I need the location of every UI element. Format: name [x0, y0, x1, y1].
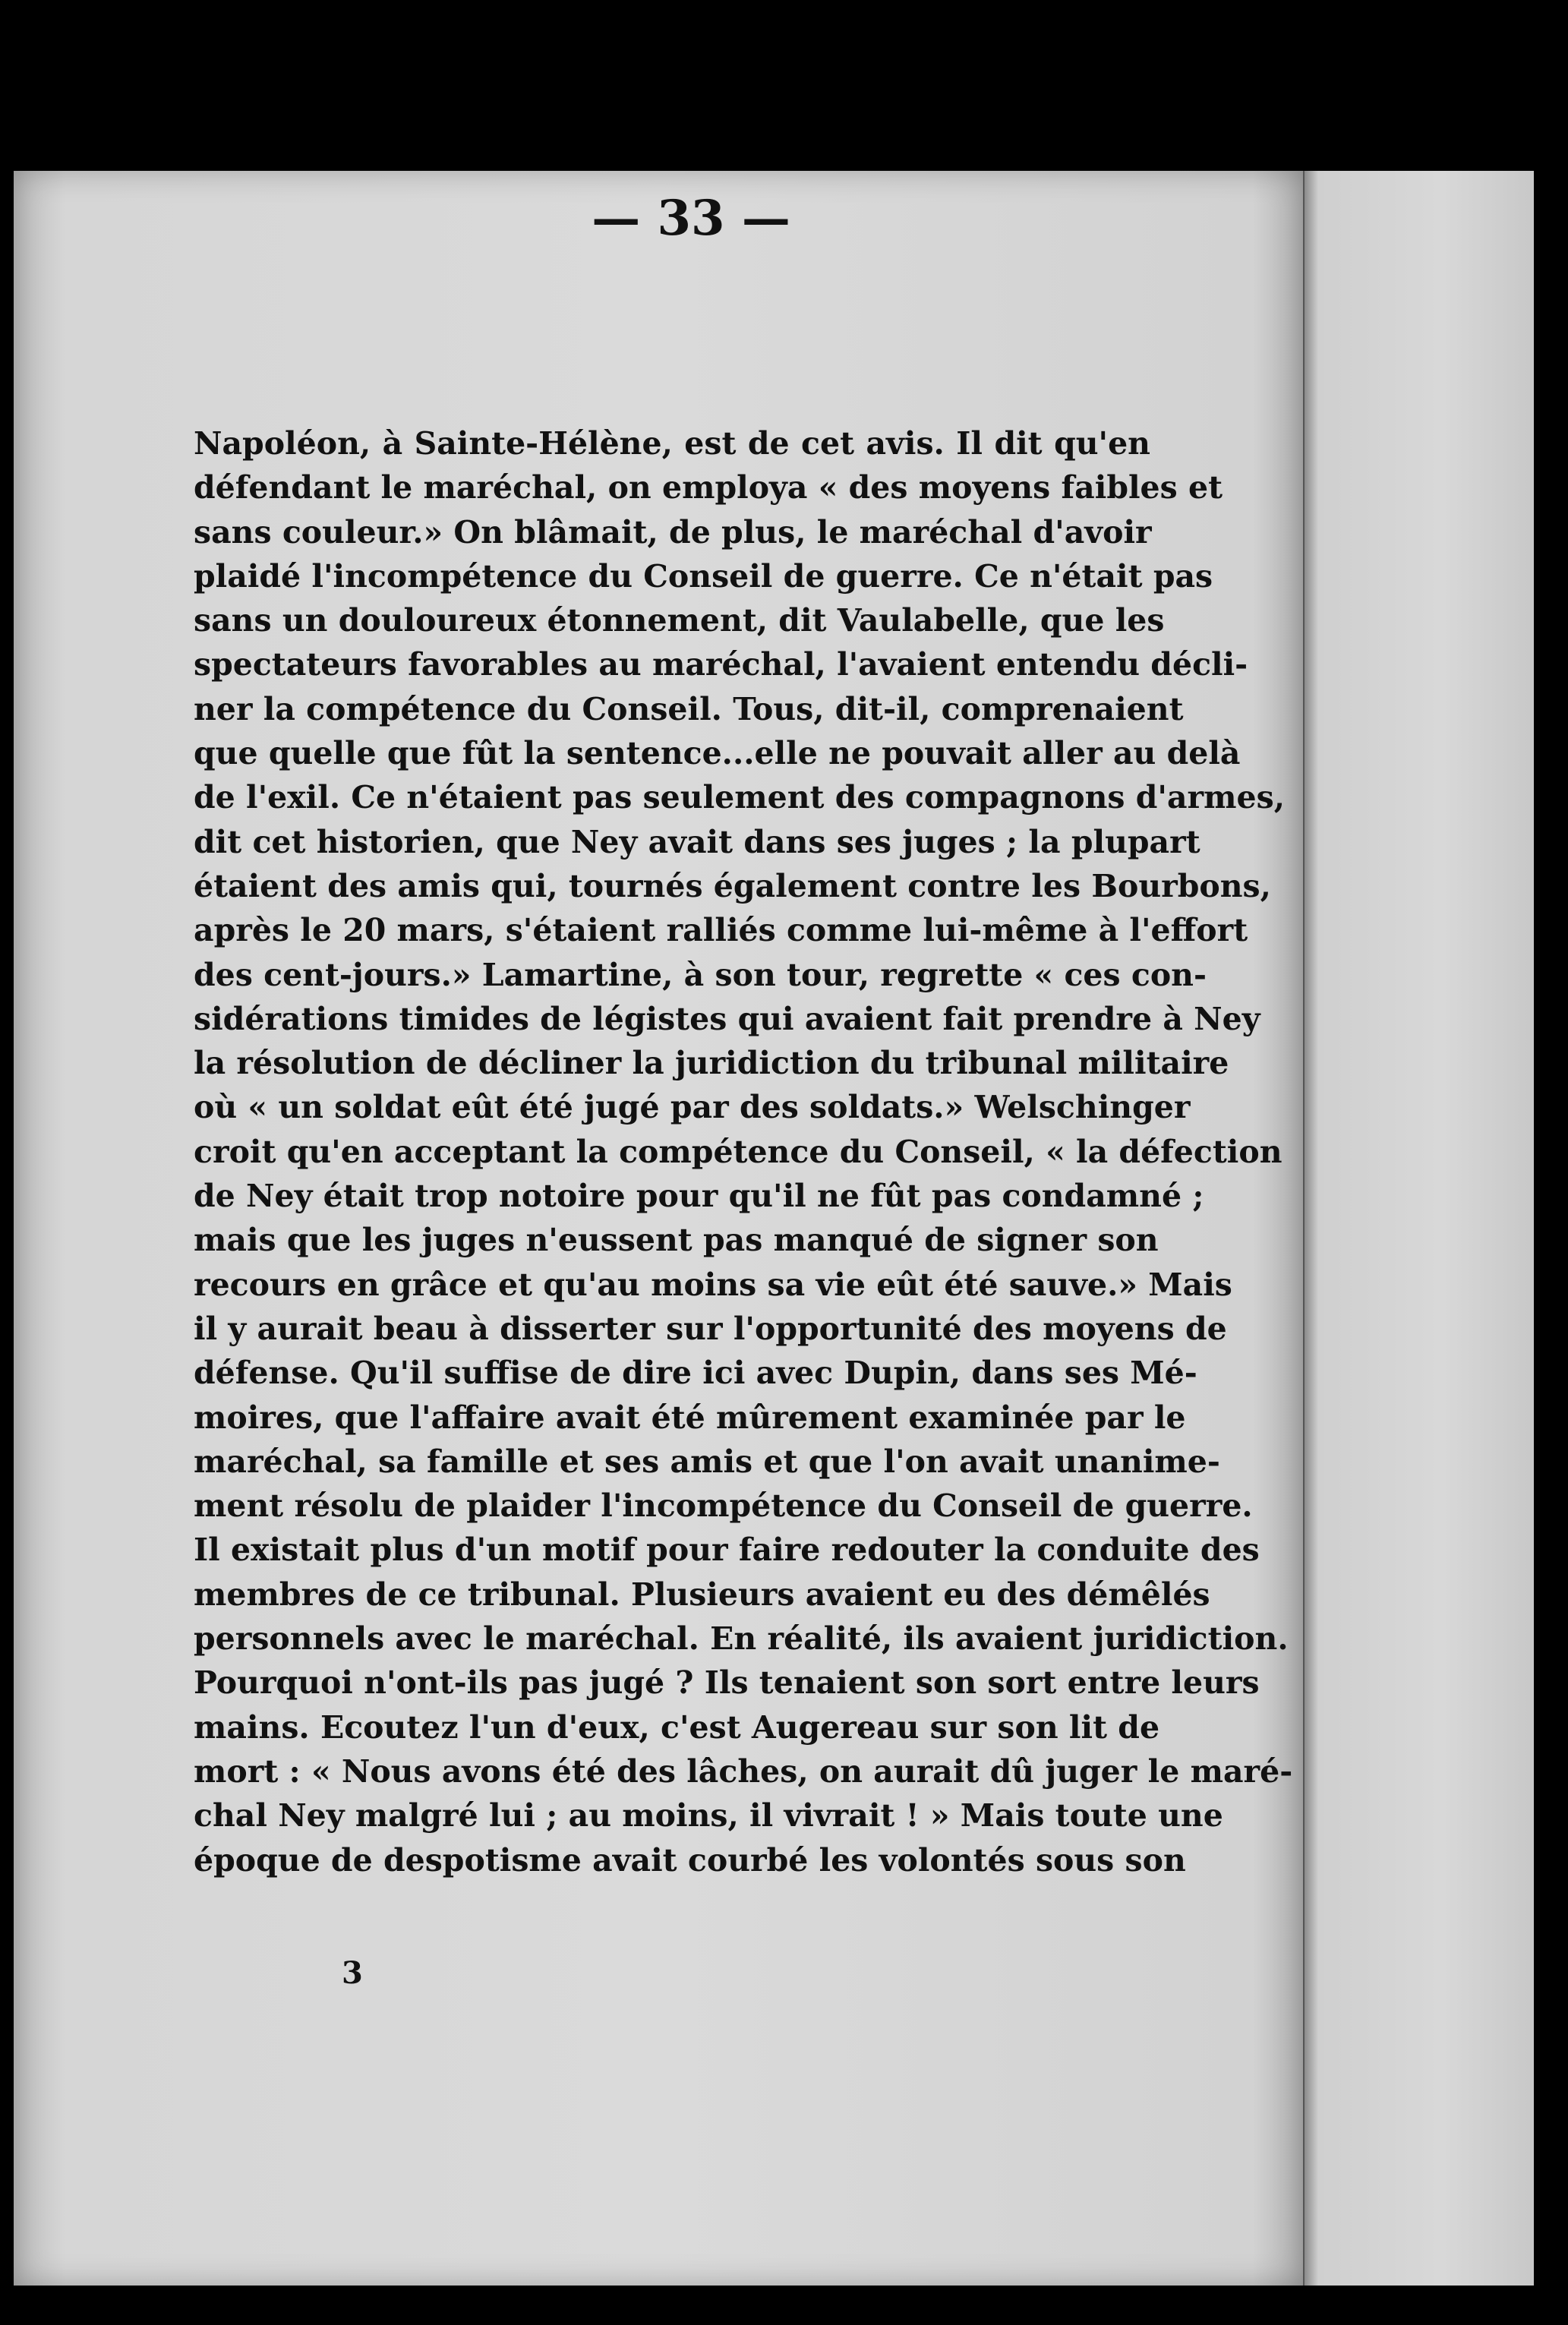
page-number-header: — 33 —: [592, 190, 790, 247]
text-line: ment résolu de plaider l'incompétence du Conseil de guerre.: [194, 1487, 1253, 1525]
text-line: sans couleur.» On blâmait, de plus, le maréchal d'avoir: [194, 513, 1152, 550]
text-line: spectateurs favorables au maréchal, l'avaient entendu décli-: [194, 646, 1248, 683]
text-line: de l'exil. Ce n'étaient pas seulement des compagnons d'armes,: [194, 779, 1285, 816]
text-line: croit qu'en acceptant la compétence du Conseil, « la défection: [194, 1133, 1282, 1170]
text-line: Pourquoi n'ont-ils pas jugé ? Ils tenaient son sort entre leurs: [194, 1664, 1260, 1702]
text-line: chal Ney malgré lui ; au moins, il vivrait ! » Mais toute une: [194, 1797, 1223, 1834]
text-line: plaidé l'incompétence du Conseil de guerre. Ce n'était pas: [194, 557, 1213, 595]
text-line: mains. Ecoutez l'un d'eux, c'est Augereau sur son lit de: [194, 1708, 1160, 1746]
text-line: Il existait plus d'un motif pour faire redouter la conduite des: [194, 1532, 1260, 1569]
text-line: sidérations timides de légistes qui avaient fait prendre à Ney: [194, 1000, 1260, 1037]
text-line: après le 20 mars, s'étaient ralliés comme lui-même à l'effort: [194, 912, 1248, 949]
text-line: dit cet historien, que Ney avait dans ses juges ; la plupart: [194, 823, 1200, 860]
text-line: personnels avec le maréchal. En réalité, ils avaient juridiction.: [194, 1620, 1289, 1658]
text-line: étaient des amis qui, tournés également contre les Bourbons,: [194, 867, 1271, 904]
text-line: que quelle que fût la sentence...elle ne pouvait aller au delà: [194, 735, 1241, 772]
text-line: il y aurait beau à disserter sur l'opportunité des moyens de: [194, 1310, 1227, 1347]
text-line: où « un soldat eût été jugé par des soldats.» Welschinger: [194, 1089, 1191, 1126]
text-line: ner la compétence du Conseil. Tous, dit-il, comprenaient: [194, 690, 1184, 727]
text-line: mort : « Nous avons été des lâches, on aurait dû juger le maré-: [194, 1752, 1293, 1790]
adjacent-page-edge: [1305, 171, 1534, 2286]
text-line: mais que les juges n'eussent pas manqué de signer son: [194, 1222, 1159, 1259]
text-line: moires, que l'affaire avait été mûrement examinée par le: [194, 1399, 1186, 1436]
text-line: défendant le maréchal, on employa « des moyens faibles et: [194, 469, 1223, 506]
text-line: défense. Qu'il suffise de dire ici avec Dupin, dans ses Mé-: [194, 1355, 1197, 1392]
text-line: la résolution de décliner la juridiction du tribunal militaire: [194, 1045, 1229, 1082]
body-text: [194, 421, 1293, 1882]
text-line: Napoléon, à Sainte-Hélène, est de cet avis. Il dit qu'en: [194, 425, 1150, 462]
text-line: membres de ce tribunal. Plusieurs avaient eu des démêlés: [194, 1576, 1210, 1613]
text-line: maréchal, sa famille et ses amis et que l'on avait unanime-: [194, 1443, 1220, 1480]
signature-mark: 3: [342, 1955, 363, 1991]
text-line: époque de despotisme avait courbé les volontés sous son: [194, 1841, 1186, 1879]
text-line: de Ney était trop notoire pour qu'il ne fût pas condamné ;: [194, 1178, 1204, 1215]
text-line: sans un douloureux étonnement, dit Vaulabelle, que les: [194, 602, 1165, 639]
text-line: des cent-jours.» Lamartine, à son tour, regrette « ces con-: [194, 956, 1207, 993]
text-line: recours en grâce et qu'au moins sa vie eût été sauve.» Mais: [194, 1266, 1232, 1303]
